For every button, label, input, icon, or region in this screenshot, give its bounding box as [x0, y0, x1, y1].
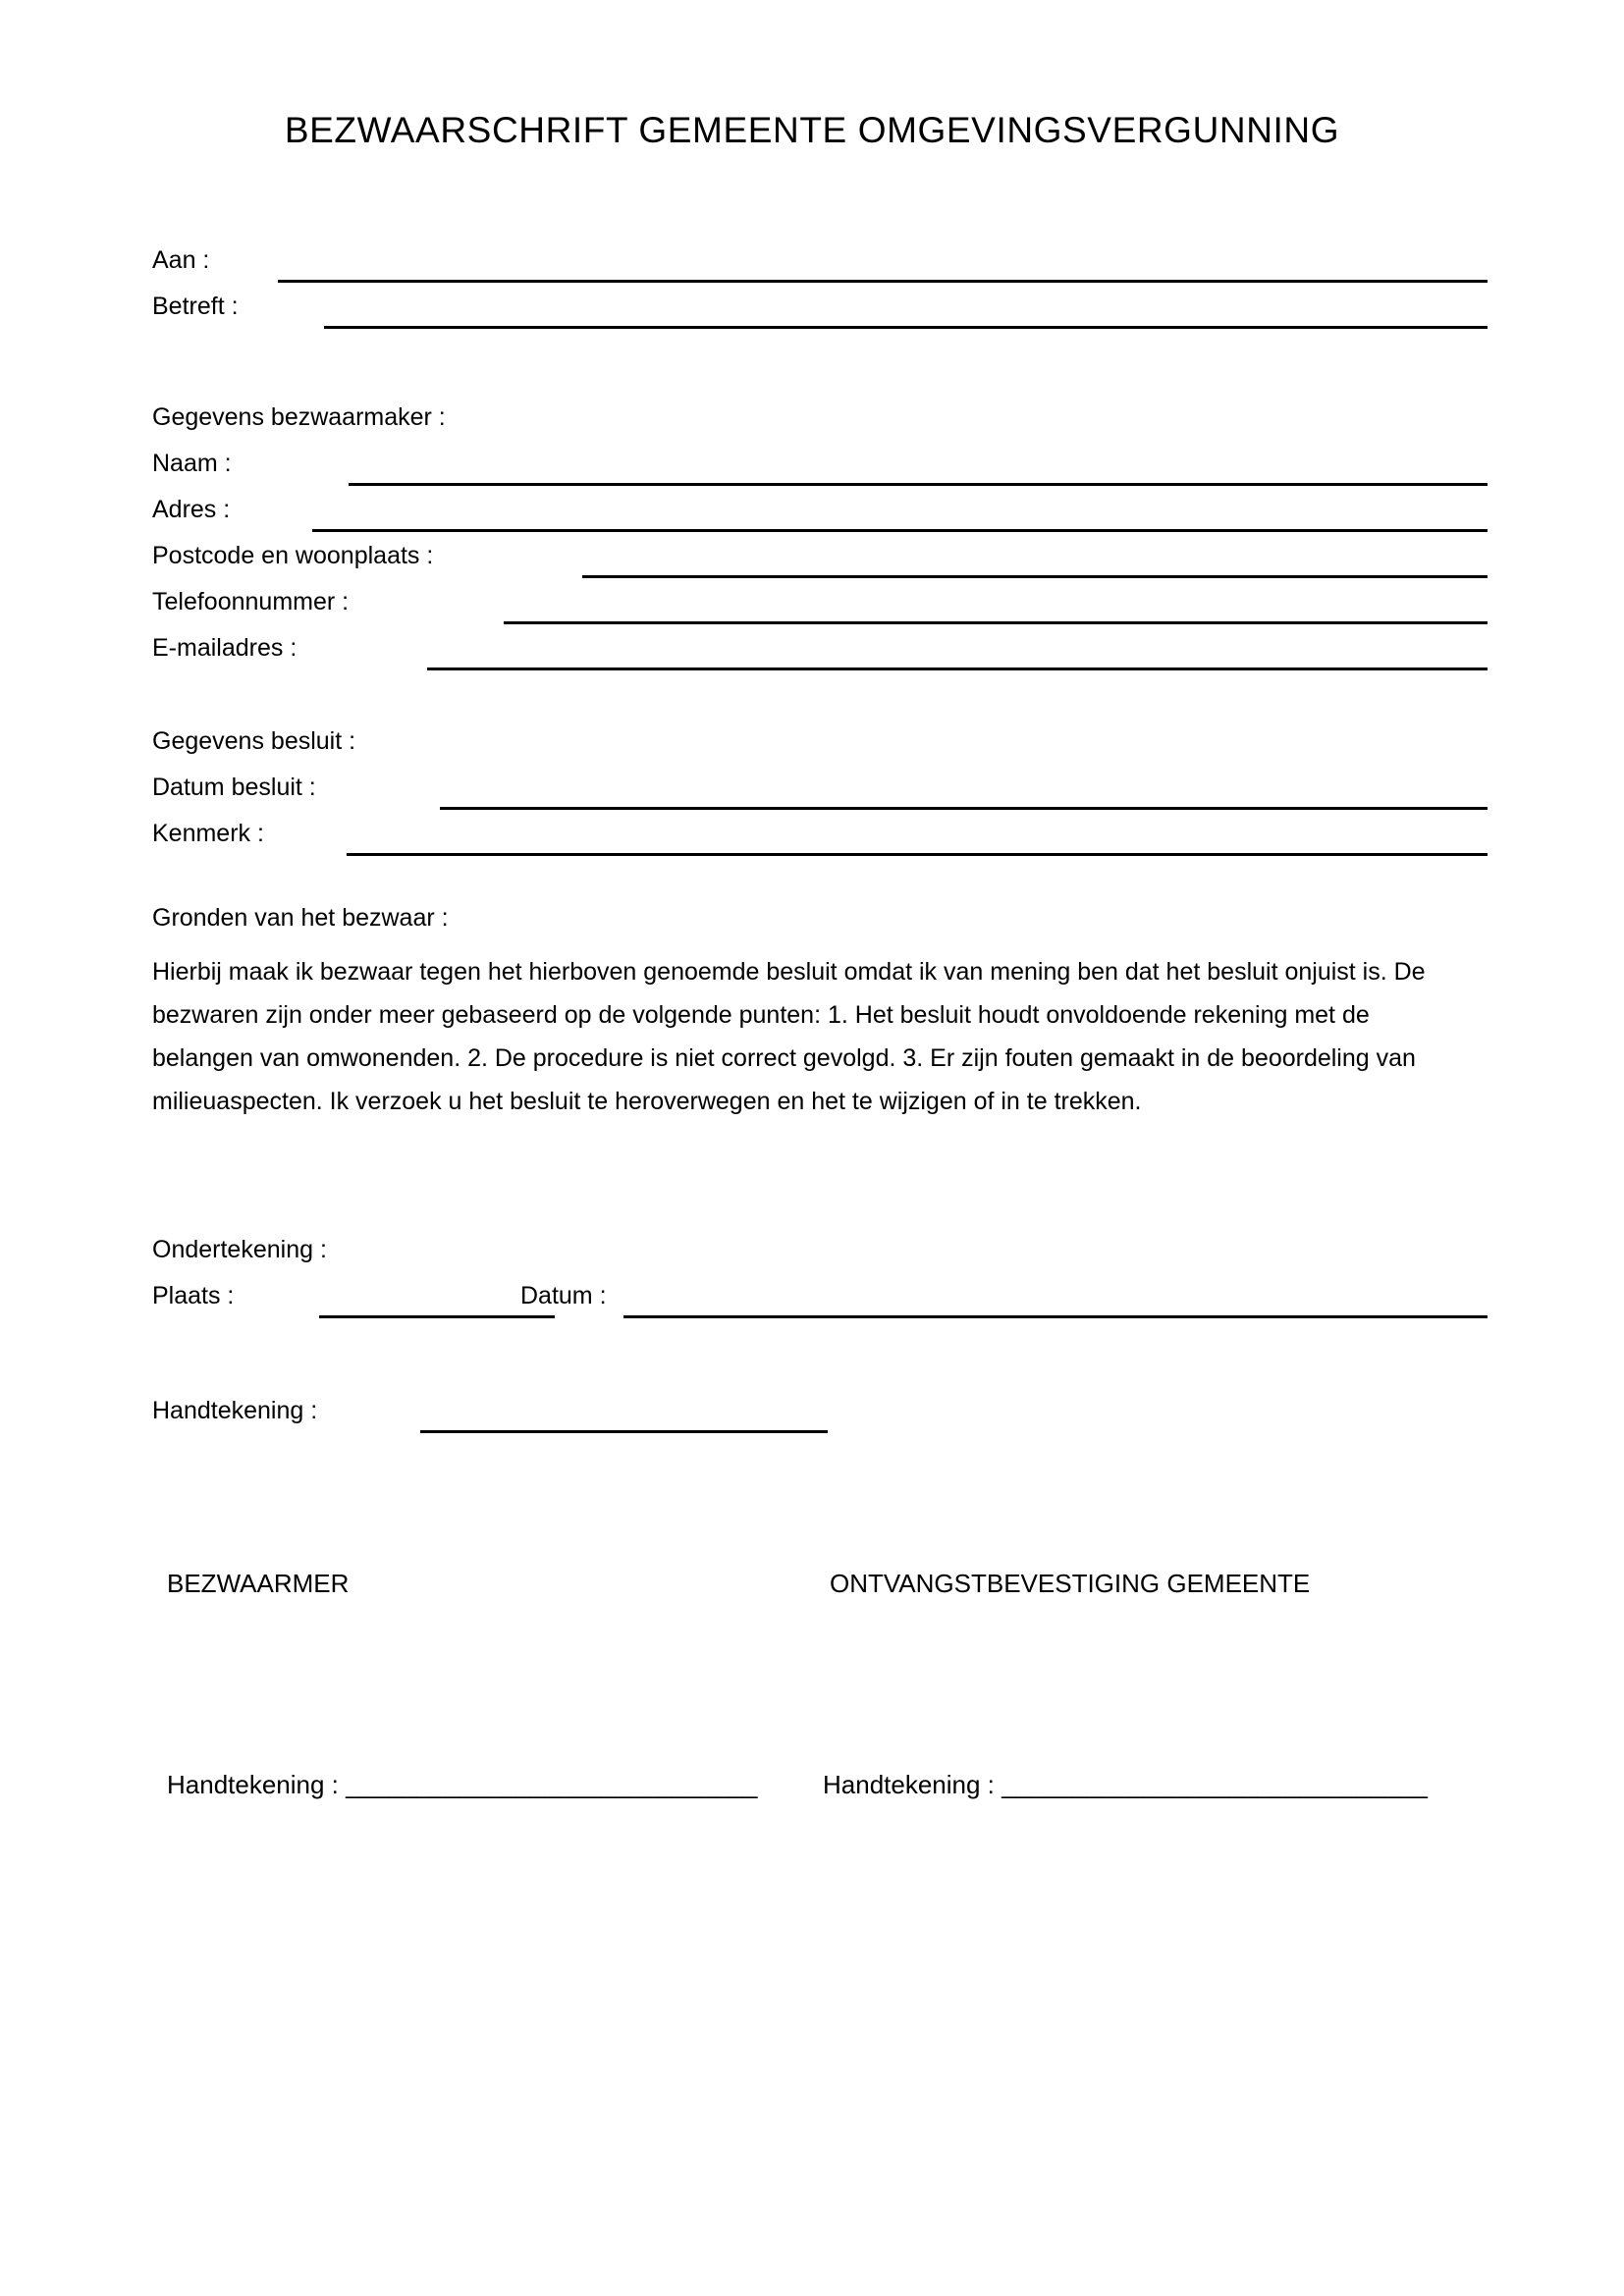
label-postcode-woonplaats: Postcode en woonplaats : [152, 542, 434, 569]
label-handtekening: Handtekening : [152, 1397, 318, 1424]
rule-postcode-woonplaats[interactable] [582, 575, 1488, 578]
rule-handtekening[interactable] [420, 1430, 828, 1433]
rule-aan[interactable] [278, 280, 1488, 283]
label-emailadres: E-mailadres : [152, 634, 298, 662]
signature-line-gemeente[interactable]: Handtekening : ______________________________ [823, 1770, 1428, 1799]
rule-datum[interactable] [623, 1315, 1488, 1318]
column-heading-bezwaarmer: BEZWAARMER [167, 1569, 350, 1598]
section-heading-gegevens-bezwaarmaker: Gegevens bezwaarmaker : [152, 403, 446, 431]
signature-line-bezwaarmer[interactable]: Handtekening : _____________________________ [167, 1770, 758, 1799]
field-row-aan [152, 245, 1488, 279]
label-aan: Aan : [152, 246, 210, 274]
field-row-naam [152, 449, 1488, 482]
rule-telefoonnummer[interactable] [504, 621, 1488, 624]
field-row-kenmerk [152, 819, 1488, 852]
field-row-telefoonnummer [152, 587, 1488, 620]
field-row-plaats-datum [152, 1281, 1488, 1314]
rule-naam[interactable] [349, 483, 1488, 486]
field-row-emailadres [152, 633, 1488, 667]
label-betreft: Betreft : [152, 293, 239, 320]
label-plaats: Plaats : [152, 1282, 235, 1309]
label-naam: Naam : [152, 450, 232, 477]
rule-adres[interactable] [312, 529, 1488, 532]
field-row-handtekening [152, 1396, 1488, 1429]
field-row-postcode-woonplaats [152, 541, 1488, 574]
rule-emailadres[interactable] [427, 667, 1488, 670]
page-title: BEZWAARSCHRIFT GEMEENTE OMGEVINGSVERGUNNING [284, 110, 1340, 150]
section-heading-gegevens-besluit: Gegevens besluit : [152, 727, 356, 755]
column-heading-ontvangstbevestiging-gemeente: ONTVANGSTBEVESTIGING GEMEENTE [830, 1569, 1311, 1598]
field-row-datum-besluit [152, 773, 1488, 806]
rule-kenmerk[interactable] [347, 853, 1488, 856]
rule-betreft[interactable] [324, 326, 1488, 329]
label-telefoonnummer: Telefoonnummer : [152, 588, 350, 615]
section-heading-gronden-van-het-bezwaar: Gronden van het bezwaar : [152, 904, 449, 932]
label-adres: Adres : [152, 496, 231, 523]
rule-plaats[interactable] [319, 1315, 555, 1318]
label-kenmerk: Kenmerk : [152, 820, 264, 847]
label-datum-besluit: Datum besluit : [152, 774, 316, 801]
field-row-betreft [152, 292, 1488, 325]
section-heading-ondertekening: Ondertekening : [152, 1236, 327, 1263]
rule-datum-besluit[interactable] [440, 807, 1488, 810]
grounds-paragraph: Hierbij maak ik bezwaar tegen het hierboven genoemde besluit omdat ik van mening ben dat het besluit onjuist is. De bezwaren zijn onder meer gebaseerd op de volgende punten: 1. Het besluit houdt onvoldoende rekening met de belangen van omwonenden. 2. De procedure is niet correct gevolgd. 3. Er zijn fouten gemaakt in de beoordeling van milieuaspecten. Ik verzoek u het besluit te heroverwegen en het te wijzigen of in te trekken. [152, 958, 1426, 1115]
label-datum: Datum : [520, 1282, 607, 1309]
field-row-adres [152, 495, 1488, 528]
